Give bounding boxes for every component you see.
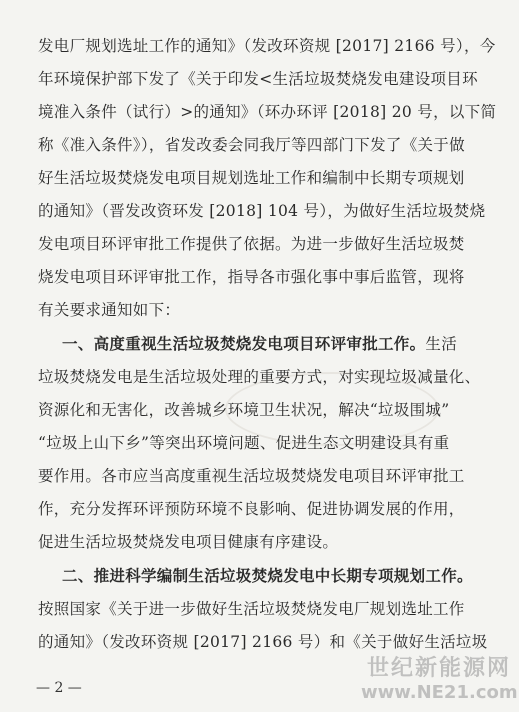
page-number: — 2 —	[36, 680, 82, 696]
text-line: 境准入条件（试行）>的通知》（环办环评 [2018] 20 号，以下简	[38, 103, 497, 121]
text-line: 烧发电项目环评审批工作，指导各市强化事中事后监管，现将	[38, 268, 465, 286]
watermark-title: 世纪新能源网	[366, 656, 511, 681]
text-line: “垃圾上山下乡”等突出环境问题、促进生态文明建设具有重	[38, 434, 450, 452]
text-line: 年环境保护部下发了《关于印发<生活垃圾焚烧发电建设项目环	[38, 70, 478, 88]
text-line: 要作用。各市应当高度重视生活垃圾焚烧发电项目环评审批工	[38, 467, 465, 485]
text-line: 有关要求通知如下：	[38, 301, 181, 319]
text-line: 发电项目环评审批工作提供了依据。为进一步做好生活垃圾焚	[38, 235, 465, 253]
section-heading-1-line	[62, 334, 496, 354]
text-line: 按照国家《关于进一步做好生活垃圾焚烧发电厂规划选址工作	[38, 600, 465, 618]
text-line: 发电厂规划选址工作的通知》（发改环资规 [2017] 2166 号），今	[38, 37, 496, 55]
text-line: 促进生活垃圾焚烧发电项目健康有序建设。	[38, 533, 339, 551]
section-heading-1: 一、高度重视生活垃圾焚烧发电项目环评审批工作。	[62, 334, 426, 353]
site-watermark	[361, 656, 518, 708]
text-line: 作，充分发挥环评预防环境不良影响、促进协调发展的作用，	[38, 500, 465, 518]
watermark-url: www.NE21.com	[361, 682, 518, 703]
text-line: 的通知》（发改环资规 [2017] 2166 号）和《关于做好生活垃圾	[38, 633, 488, 651]
text-line: 好生活垃圾焚烧发电项目规划选址工作和编制中长期专项规划	[38, 169, 465, 187]
section-heading-2: 二、推进科学编制生活垃圾焚烧发电中长期专项规划工作。	[62, 566, 473, 585]
text-line: 称《准入条件》），省发改委会同我厅等四部门下发了《关于做	[38, 136, 465, 154]
text-line: 的通知》（晋发改资环发 [2018] 104 号），为做好生活垃圾焚烧	[38, 202, 486, 220]
text-line: 资源化和无害化，改善城乡环境卫生状况，解决“垃圾围城”	[38, 401, 450, 419]
text-line: 垃圾焚烧发电是生活垃圾处理的重要方式，对实现垃圾减量化、	[38, 368, 481, 386]
section-heading-1-rest: 生活	[425, 335, 458, 353]
